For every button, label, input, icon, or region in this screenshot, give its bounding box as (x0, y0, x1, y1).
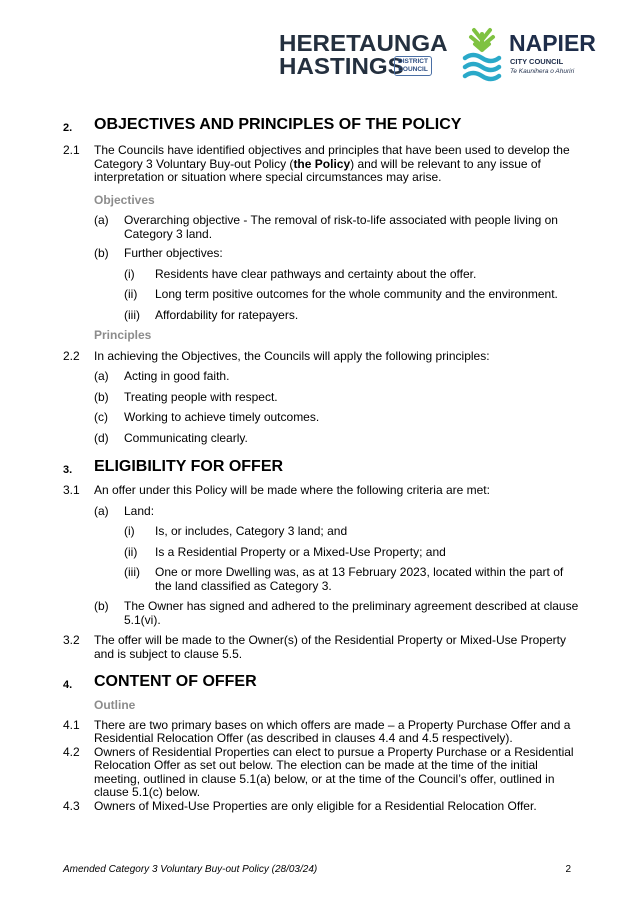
item-label: (b) (94, 389, 109, 404)
item-label: (b) (94, 599, 109, 613)
hastings-logo-badge (394, 56, 432, 76)
clause-text: An offer under this Policy will be made where the following criteria are met: (94, 483, 490, 497)
objective-b-i (63, 268, 583, 282)
clause-text: Owners of Residential Properties can elect to pursue a Property Purchase or a Residential Relocation Offer as set out below. The election can be made at the time of the initial meeting, outlined in clause 5.1(a) below, or at the time of the Council’s offer, outlined in clause 5.1(c) below. (94, 744, 574, 799)
clause-number: 4.3 (63, 798, 80, 813)
criterion-a-ii (63, 546, 583, 560)
item-text: Land: (124, 503, 155, 518)
objective-a (63, 214, 583, 241)
sub-text: Is, or includes, Category 3 land; and (155, 524, 348, 538)
clause-3-1 (63, 484, 583, 498)
item-text: Overarching objective - The removal of risk-to-life associated with people living on Category 3 land. (124, 213, 558, 241)
principle-c (63, 411, 583, 425)
criterion-a-i (63, 525, 583, 539)
section-3-heading (63, 459, 583, 481)
page-footer (63, 864, 571, 875)
item-label: (a) (94, 369, 109, 383)
napier-city-council-logo (461, 26, 611, 84)
item-label: (b) (94, 246, 109, 260)
sub-text: Is a Residential Property or a Mixed-Use Property; and (155, 544, 446, 559)
section-4-title: CONTENT OF OFFER (94, 673, 257, 690)
page-number: 2 (565, 864, 571, 875)
clause-4-3 (63, 800, 583, 814)
sub-label: (ii) (124, 287, 138, 301)
section-3-title: ELIGIBILITY FOR OFFER (94, 458, 284, 475)
criterion-a-iii (63, 566, 583, 593)
objective-b-iii (63, 309, 583, 323)
clause-text: In achieving the Objectives, the Councils will apply the following principles: (94, 348, 490, 363)
section-4-number: 4. (63, 679, 73, 691)
principles-heading: Principles (94, 328, 152, 342)
clause-4-1 (63, 719, 583, 746)
item-label: (a) (94, 503, 109, 518)
hastings-district-council-logo (279, 30, 449, 80)
napier-logo-name: NAPIER (509, 30, 596, 56)
section-2-number: 2. (63, 122, 73, 134)
clause-number: 4.2 (63, 744, 80, 759)
clause-number: 4.1 (63, 717, 80, 732)
sub-label: (iii) (124, 565, 140, 579)
principle-b (63, 391, 583, 405)
item-label: (d) (94, 430, 109, 445)
clause-2-1 (63, 144, 583, 185)
clause-3-2 (63, 634, 583, 661)
clause-number: 3.2 (63, 633, 80, 647)
section-2-title: OBJECTIVES AND PRINCIPLES OF THE POLICY (94, 116, 462, 133)
clause-bold-term: the Policy (293, 156, 351, 171)
criterion-a (63, 505, 583, 519)
objective-b (63, 247, 583, 261)
napier-wave-mark-icon (461, 26, 503, 82)
sub-text: Affordability for ratepayers. (155, 307, 299, 322)
item-text: Communicating clearly. (124, 430, 248, 445)
item-text: The Owner has signed and adhered to the preliminary agreement described at clause 5.1(vi). (124, 599, 579, 627)
item-text: Treating people with respect. (124, 389, 278, 404)
hastings-badge-line1: DISTRICT (398, 58, 428, 65)
principle-a (63, 370, 583, 384)
section-4-heading (63, 674, 583, 696)
section-3-number: 3. (63, 464, 73, 476)
clause-text: Owners of Mixed-Use Properties are only eligible for a Residential Relocation Offer. (94, 798, 537, 813)
sub-text: Residents have clear pathways and certainty about the offer. (155, 266, 477, 281)
item-text: Working to achieve timely outcomes. (124, 410, 320, 424)
sub-text: One or more Dwelling was, as at 13 February 2023, located within the part of the land classified as Category 3. (155, 565, 564, 593)
napier-logo-subtitle: CITY COUNCIL (510, 57, 564, 66)
section-2-heading (63, 117, 583, 139)
sub-label: (i) (124, 524, 135, 538)
hastings-logo-line2: HASTINGS (279, 53, 404, 79)
sub-label: (ii) (124, 544, 138, 559)
objective-b-ii (63, 288, 583, 302)
hastings-badge-line2: COUNCIL (398, 66, 428, 73)
clause-number: 2.1 (63, 143, 80, 157)
principle-d (63, 432, 583, 446)
document-body (63, 117, 583, 813)
clause-number: 2.2 (63, 348, 80, 363)
outline-heading: Outline (94, 698, 136, 712)
clause-4-2 (63, 746, 583, 800)
item-label: (a) (94, 213, 109, 227)
item-label: (c) (94, 410, 108, 424)
objectives-heading: Objectives (94, 192, 155, 207)
clause-2-2 (63, 350, 583, 364)
criterion-b (63, 600, 583, 627)
item-text: Acting in good faith. (124, 369, 230, 383)
item-text: Further objectives: (124, 246, 223, 260)
sub-label: (iii) (124, 307, 140, 322)
clause-number: 3.1 (63, 483, 80, 497)
napier-logo-maori: Te Kaunihera o Ahuriri (510, 68, 575, 75)
hastings-logo-line1: HERETAUNGA (279, 30, 448, 56)
clause-text: There are two primary bases on which offers are made – a Property Purchase Offer and a Residential Relocation Offer (as described in clauses 4.4 and 4.5 respectively). (94, 717, 571, 745)
clause-text: The offer will be made to the Owner(s) of the Residential Property or Mixed-Use Property and is subject to clause 5.5. (94, 633, 566, 661)
sub-label: (i) (124, 266, 135, 281)
clause-text: The Councils have identified objectives and principles that have been used to develop the Category 3 Voluntary Buy-out Policy ( (94, 143, 570, 171)
footer-text: Amended Category 3 Voluntary Buy-out Policy (28/03/24) (63, 864, 318, 875)
sub-text: Long term positive outcomes for the whole community and the environment. (155, 287, 558, 301)
clause-text-after: ) and will be relevant to any issue of interpretation or situation where special circumstances may arise. (94, 156, 541, 184)
